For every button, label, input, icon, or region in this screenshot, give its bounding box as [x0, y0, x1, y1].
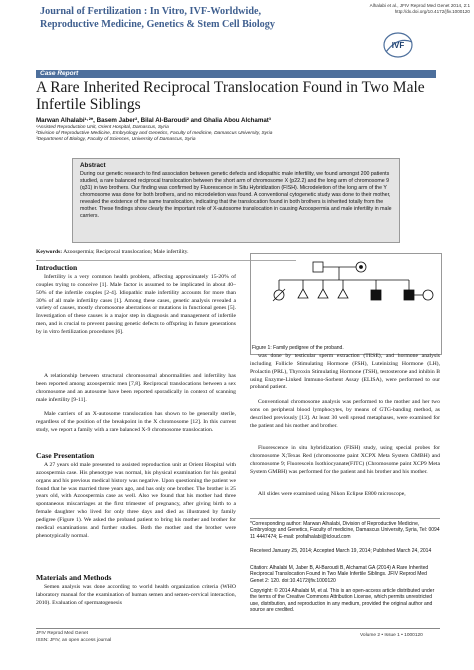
case-report-bar	[36, 70, 436, 78]
affiliation-3: ³Department of Biology, Faculty of Sciences, University of Damascus, Syria	[36, 137, 196, 142]
journal-title	[40, 6, 340, 31]
abstract-box	[72, 158, 400, 243]
affiliation-2: ²Division of Reproductive Medicine, Embryology and Genetics, Faculty of medicine, Damascus University, Syria	[36, 131, 273, 136]
intro-paragraph-1: Infertility is a very common health problem, affecting approximately 15-20% of couples trying to conceive [1]. Male factor is assumed to be implicated in about 40–50% of the infertile couples [2-4]. Idiopathic male infertility accounts for more than 30% of all male infertility cases [1]. Among these cases, genetic analysis revealed a variety of causes, mostly chromosome aberrations or mutations in functional genes [5]. Investigation of these causes is a major step in diagnosis and management of infertile men, and is crucial to prevent passing genetic defects to offspring in future generations by in vitro fertilization procedures [6].	[36, 274, 236, 335]
keywords-label: Keywords:	[36, 249, 63, 255]
footer-divider	[36, 628, 440, 629]
citation-text: Citation: Alhalabi M, Jaber B, Al-Baroudi B, Alchamat GA (2014) A Rare Inherited Reciprocal Translocation Found in Two Male Infertile Siblings. JFIV Reprod Med Genet 2: 120. doi:10.4172/jfiv.1000120	[250, 565, 429, 584]
footer-issn: ISSN: JFIV, an open access journal	[36, 638, 112, 643]
abstract-heading: Abstract	[80, 162, 106, 169]
case-report-label: Case Report	[40, 70, 79, 77]
footer-journal: JFIV Reprod Med Genet	[36, 631, 88, 636]
case-presentation-heading: Case Presentation	[36, 451, 95, 460]
affiliation-1: ¹Assisted Reproduction Unit, Orient Hospital, Damascus, Syria	[36, 125, 169, 130]
intro-paragraph-3: Male carriers of an X-autosome translocation has shown to be generally sterile, regardless of the position of the breakpoint in the X chromosome [12]. In this current study, we report a family with a rare balanced X-9 chromosome translocation.	[36, 411, 236, 433]
pedigree-diagram	[251, 254, 441, 354]
abstract-text: During our genetic research to find association between genetic defects and idiopathic male infertility, we found amongst 200 patients studied, a rare balanced reciprocal translocation between the short arm of chromosome X (p22.2) and the long arm of chromosome 9 (q31) in two brothers. Our finding was confirmed by Fluorescence in Situ Hybridization (FISH). Microdeletion of the long arm of the Y chromosome was done for both brothers, and no microdeletion was found. A conventional cytogenetic study was done to their mother, revealed the existence of the same translocation, indicating that the translocation found in both brothers is inherited totally from the mother. These findings show clearly the important role of X-autosome translocation in causing Azoospermia and male infertility in male carriers.	[80, 171, 392, 219]
case-paragraph-1: A 27 years old male presented to assisted reproduction unit at Orient Hospital with azoospermia case. His phenotype was normal, his physical examination for his genital organs and his previous medical history was negative. Upon questioning the patient we found that he was married three years ago, and has only one brother. The brother is 25 years old, with Azoospermia case as well. Also we found that his mother had three spontaneous miscarriages at the first trimester of pregnancy, after giving birth to a female daughter who lived for only three days and died as illustrated by family pedigree (Figure 1). We asked the proband patient to bring his mother and brother for medical examinations and further studies. Both the mother and the brother were phenotypically normal.	[36, 462, 236, 539]
doi-link[interactable]: http://dx.doi.org/10.4172/jfiv.1000120	[394, 9, 470, 14]
article-title: A Rare Inherited Reciprocal Translocation Found in Two Male Infertile Siblings	[36, 79, 425, 113]
right-paragraph-2: Conventional chromosome analysis was performed to the mother and her two sons on peripheral blood lymphocytes, by means of GTG-banding method, as described previously [13]. At least 30 well spread metaphases, were examined for the patient and his mother and brother.	[250, 399, 440, 429]
proband-square	[404, 290, 414, 300]
author-list: Marwan Alhalabi¹·²*, Basem Jaber², Bilal Al-Baroudi² and Ghalia Abou Alchamat³	[36, 117, 271, 124]
header-citation	[346, 3, 470, 15]
journal-title-line2: Reproductive Medicine, Genetics & Stem Cell Biology	[40, 18, 275, 30]
keywords-text: Azoospermia; Reciprocal translocation; Male infertility.	[63, 249, 189, 255]
materials-heading: Materials and Methods	[36, 573, 112, 582]
miscarriage-triangle	[298, 289, 308, 298]
received-dates: Received January 25, 2014; Accepted March 19, 2014; Published March 24, 2014	[250, 548, 432, 554]
materials-paragraph-1: Semen analysis was done according to world health organization criteria (WHO laboratory manual for the examination of human semen and semen-cervical interaction, 2010). Evaluation of spermatogenesis	[36, 584, 236, 606]
ivf-logo	[378, 30, 418, 60]
father-square	[313, 262, 323, 272]
intro-paragraph-2: A relationship between structural chromosomal abnormalities and infertility has been reported among azoospermic men [7,8]. Reciprocal translocations between a sex chromosome and an autosome have been reported sporadically in context of scanning male infertility [9-11].	[36, 373, 236, 403]
miscarriage-triangle	[338, 289, 348, 298]
footer-volume: Volume 2 • Issue 1 • 1000120	[360, 633, 423, 638]
citation-line: Alhalabi et al., JFIV Reprod Med Genet 2014, 2:1	[369, 3, 470, 8]
figure-1	[250, 253, 442, 355]
introduction-heading: Introduction	[36, 263, 78, 272]
miscarriage-triangle	[318, 289, 328, 298]
copyright-text: Copyright: © 2014 Alhalabi M, et al. This is an open-access article distributed under the terms of the Creative Commons Attribution License, which permits unrestricted use, distribution, and reproduction in any medium, provided the original author and source are credited.	[250, 588, 435, 614]
right-paragraph-4: All slides were examined using Nikon Eclipse E800 microscope,	[258, 491, 406, 497]
corresponding-author: *Corresponding author: Marwan Alhalabi, Division of Reproductive Medicine, Embryology and Genetics, Faculty of medicine, Damascus University, Syria, Tel: 0094 11 4447474; E-mail: profalhalabi@icloud.com	[250, 521, 440, 540]
right-paragraph-3: Fluorescence in situ hybridization (FISH) study, using special probes for chromosome X;Texas Red (chromosome paint XCPX Meta System GMBH) and chromosome 9; Fluorescein Isothiocyanate(FITC) (Chromosome paint XCP9 Meta System GMBH) was performed for the patient and his brother and his mother.	[250, 445, 440, 475]
right-paragraph-1: was done by testicular sperm extraction (TESE), and hormone analysis including Follicle Stimulating Hormone (FSH), Luteinizing Hormone (LH), Prolactin (PRL), Thyroxin Stimulating Hormone (TSH), testosterone and inhibin B using Enzyme-Linked Immuno-Sorbent Assay (ELISA), were performed to our proband patient.	[250, 353, 440, 391]
carrier-dot	[360, 266, 363, 269]
figure-caption: Figure 1: Family pedigree of the proband.	[252, 345, 344, 351]
journal-title-line1: Journal of Fertilization : In Vitro, IVF-Worldwide,	[40, 6, 262, 17]
affected-brother-square	[371, 290, 381, 300]
logo-text: IVF	[391, 41, 405, 50]
divider	[250, 518, 440, 519]
proband-wife-circle	[423, 290, 433, 300]
